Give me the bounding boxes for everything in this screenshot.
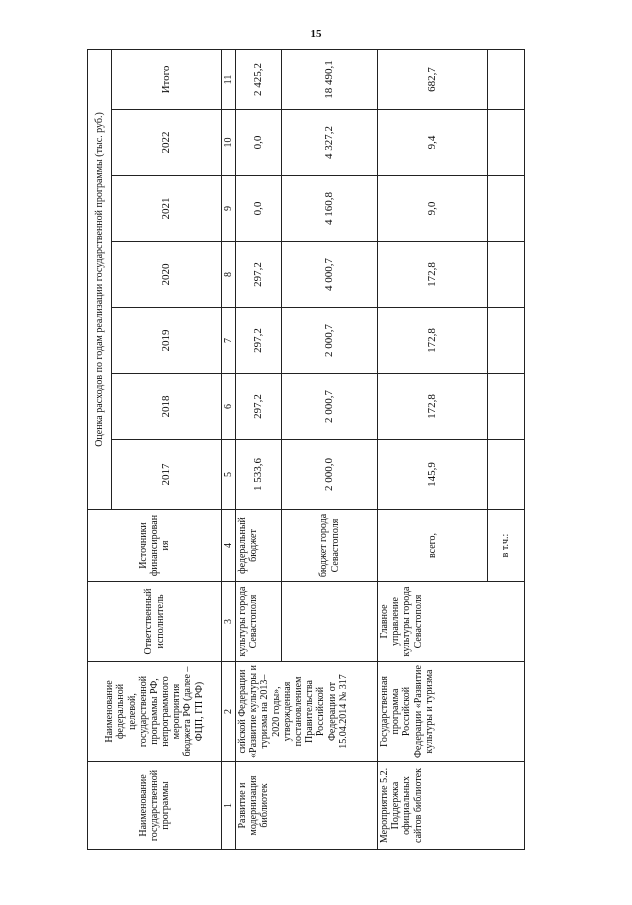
header-program-name: Наименование государственной программы: [88, 762, 222, 850]
column-number: 4: [222, 510, 236, 582]
header-year: 2017: [112, 440, 222, 510]
row-executor: Главное управление культуры города Севастополя: [378, 582, 525, 662]
row-program-name: Развитие и модернизация библиотек: [236, 762, 378, 850]
value-cell: 297,2: [236, 308, 282, 374]
row-source: федеральный бюджет: [236, 510, 282, 582]
row-executor: культуры города Севастополя: [236, 582, 282, 662]
rotated-table-container: [87, 50, 524, 850]
column-number: 1: [222, 762, 236, 850]
header-total: Итого: [112, 49, 222, 109]
row-source: в т.ч.:: [488, 510, 525, 582]
header-year: 2018: [112, 374, 222, 440]
value-cell: 145,9: [378, 440, 488, 510]
value-cell: 4 160,8: [282, 176, 378, 242]
value-cell: 0,0: [236, 176, 282, 242]
row-fed-program: сийской Федерации «Развитие культуры и туризма на 2013–2020 годы», утвержденная постановлением Правительства Российской Федерации от 15.04.2014 № 317: [236, 662, 378, 762]
value-cell: 172,8: [378, 308, 488, 374]
value-cell: 1 533,6: [236, 440, 282, 510]
value-cell: [488, 440, 525, 510]
column-number: 11: [222, 49, 236, 109]
header-estimate: Оценка расходов по годам реализации государственной программы (тыс. руб.): [88, 49, 112, 509]
total-cell: [488, 49, 525, 109]
column-number: 2: [222, 662, 236, 762]
value-cell: 172,8: [378, 242, 488, 308]
header-executor: Ответственный исполнитель: [88, 582, 222, 662]
value-cell: [488, 176, 525, 242]
header-year: 2021: [112, 176, 222, 242]
column-number: 9: [222, 176, 236, 242]
value-cell: 9,0: [378, 176, 488, 242]
header-year: 2022: [112, 110, 222, 176]
value-cell: [488, 242, 525, 308]
value-cell: 2 000,0: [282, 440, 378, 510]
value-cell: 297,2: [236, 242, 282, 308]
header-year: 2019: [112, 308, 222, 374]
value-cell: [488, 308, 525, 374]
column-number: 3: [222, 582, 236, 662]
row-source: всего,: [378, 510, 488, 582]
row-executor-empty: [282, 582, 378, 662]
value-cell: 4 000,7: [282, 242, 378, 308]
value-cell: 0,0: [236, 110, 282, 176]
column-number: 10: [222, 110, 236, 176]
value-cell: 297,2: [236, 374, 282, 440]
row-source: бюджет города Севастополя: [282, 510, 378, 582]
header-year: 2020: [112, 242, 222, 308]
value-cell: [488, 374, 525, 440]
total-cell: 18 490,1: [282, 49, 378, 109]
column-number: 5: [222, 440, 236, 510]
row-program-name: Мероприятие 5.2. Поддержка официальных сайтов библиотек: [378, 762, 525, 850]
value-cell: [488, 110, 525, 176]
column-number: 7: [222, 308, 236, 374]
value-cell: 4 327,2: [282, 110, 378, 176]
page-number: 15: [310, 28, 322, 40]
row-fed-program: Государственная программа Российской Федерации «Развитие культуры и туризма: [378, 662, 525, 762]
value-cell: 2 000,7: [282, 374, 378, 440]
header-fed-program: Наименование федеральной целевой, государственной программы РФ, непрограммного мероприятия бюджета РФ (далее – ФЦП, ГП РФ): [88, 662, 222, 762]
column-number: 8: [222, 242, 236, 308]
value-cell: 2 000,7: [282, 308, 378, 374]
value-cell: 172,8: [378, 374, 488, 440]
total-cell: 682,7: [378, 49, 488, 109]
total-cell: 2 425,2: [236, 49, 282, 109]
expenditure-table: [87, 49, 525, 850]
header-source: Источники финансирования: [88, 510, 222, 582]
column-number: 6: [222, 374, 236, 440]
value-cell: 9,4: [378, 110, 488, 176]
